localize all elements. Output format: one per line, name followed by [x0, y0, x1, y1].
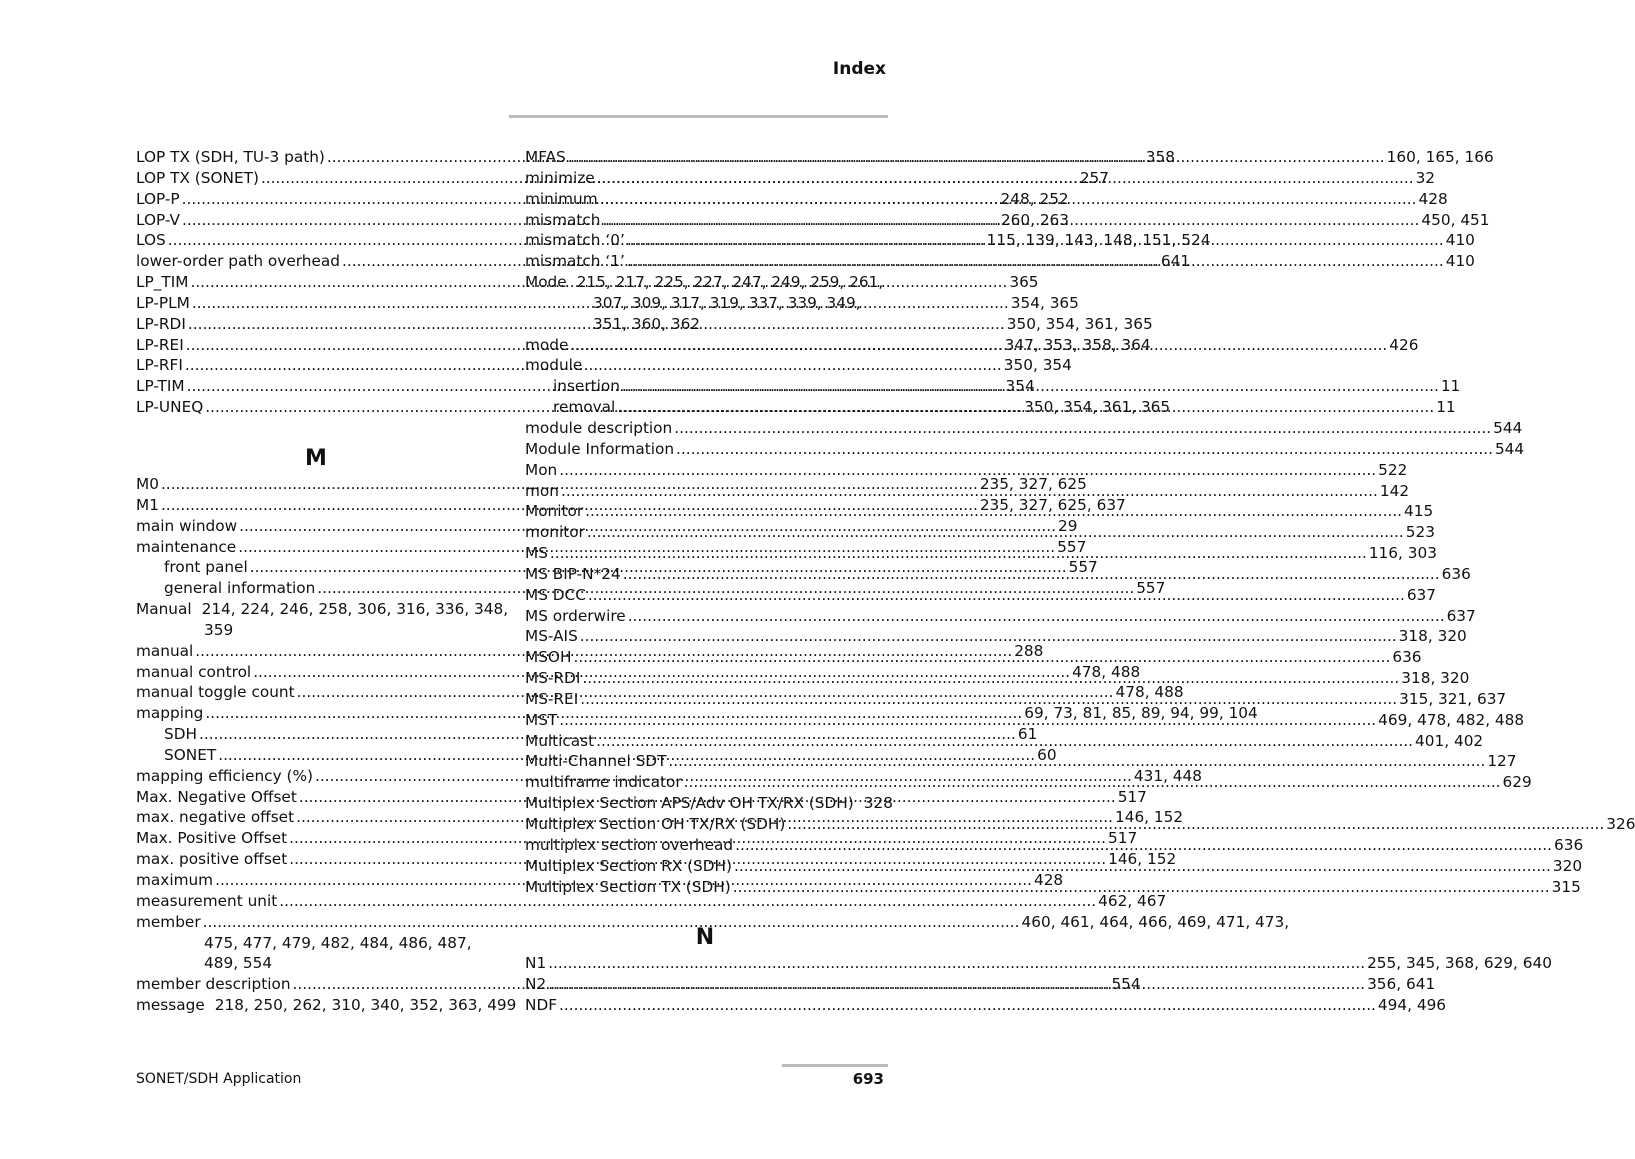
index-entry-term: general information: [164, 579, 316, 598]
index-entry-pages: 494, 496: [1377, 996, 1447, 1015]
index-entry-term: SDH: [164, 725, 197, 744]
index-entry-pages: 354, 365: [1010, 293, 1079, 312]
index-entry: [525, 953, 1552, 974]
index-entry-pages: 636: [1392, 648, 1422, 667]
index-entry-term: LP-RDI: [136, 314, 186, 333]
index-entry-term: manual: [136, 641, 194, 660]
dot-leader: [735, 835, 1552, 856]
index-entry-term: Monitor: [525, 502, 584, 521]
index-entry-pages: 60: [1037, 745, 1057, 764]
index-entry-term: manual control: [136, 662, 252, 681]
footer-document-title: SONET/SDH Application: [136, 1071, 302, 1087]
index-entry-term: Max. Positive Offset: [136, 829, 288, 848]
dot-leader: [587, 522, 1404, 543]
index-entry-pages: 260, 263: [1000, 210, 1070, 229]
index-entry-pages: 11: [1440, 377, 1461, 396]
index-entry-term: N1: [525, 954, 547, 973]
dot-leader: [550, 543, 1367, 564]
index-entry-term: Multicast: [525, 731, 595, 750]
index-entry-term: MFAS: [525, 148, 566, 166]
index-entry-term: monitor: [525, 523, 585, 542]
index-entry-pages: 517: [1117, 787, 1147, 806]
dot-leader: [787, 814, 1604, 835]
index-entry-term: NDF: [525, 996, 558, 1015]
index-entry-term: Multiplex Section OH TX/RX (SDH): [525, 815, 786, 833]
index-entry-pages: 557: [1057, 537, 1087, 556]
index-entry-pages: 641: [1160, 252, 1191, 271]
index-entry: [136, 891, 1167, 912]
index-entry-pages: 629: [1502, 773, 1532, 792]
footer-page-number: 693: [852, 1070, 884, 1088]
index-entry-pages: 115, 139, 143, 148, 151, 524: [986, 231, 1211, 250]
index-entry-pages: 347, 353, 358, 364: [1004, 335, 1151, 354]
index-entry-pages: 415: [1404, 502, 1434, 521]
index-entry-pages: 350, 354, 361, 365: [1006, 314, 1153, 333]
index-entry-pages: 69, 73, 81, 85, 89, 94, 99, 104: [1024, 704, 1258, 723]
index-entry-pages: 469, 478, 482, 488: [1378, 710, 1525, 729]
index-entry-term: LP-UNEQ: [136, 398, 204, 417]
dot-leader: [559, 710, 1376, 731]
dot-leader: [585, 501, 1402, 522]
index-entry-pages: 478, 488: [1115, 683, 1184, 702]
index-entry-term: mode: [525, 335, 569, 354]
index-entry-term: mapping efficiency (%): [136, 766, 313, 785]
index-entry-pages: 460, 461, 464, 466, 469, 471, 473,: [1021, 912, 1290, 931]
dot-leader: [734, 856, 1551, 877]
dot-leader: [617, 397, 1434, 418]
index-entry-pages: 428: [1418, 189, 1448, 208]
index-entry-term: multiframe indicator: [525, 773, 682, 792]
dot-leader: [733, 877, 1550, 898]
dot-leader: [668, 751, 1485, 772]
index-entry-term: MS-REI: [525, 689, 579, 708]
index-entry-pages: 248, 252: [1000, 189, 1069, 208]
dot-leader: [580, 626, 1397, 647]
index-entry-term: MS: [525, 544, 548, 563]
index-entry-pages: 142: [1379, 481, 1410, 500]
index-entry-term: Manual: [136, 600, 192, 619]
index-entry-term: M1: [136, 495, 159, 514]
index-entry-term: Max. Negative Offset: [136, 787, 297, 806]
index-entry-pages: 315: [1551, 877, 1581, 896]
index-entry-term: minimum: [525, 189, 598, 208]
index-entry-term: mismatch ‘0’: [525, 231, 625, 250]
index-entry-pages: 32: [1415, 168, 1436, 187]
footer-rule: [782, 1064, 888, 1067]
index-entry-term: LOP TX (SDH, TU-3 path): [136, 148, 325, 166]
index-entry-pages: 410: [1445, 231, 1475, 250]
index-entry-term: mapping: [136, 704, 204, 723]
index-entry-pages: 450, 451: [1421, 210, 1490, 229]
index-entry-term: LP-REI: [136, 335, 184, 354]
index-entry-term: removal: [553, 398, 616, 417]
index-entry-term: front panel: [164, 558, 248, 577]
index-entry-pages-continued: 475, 477, 479, 482, 484, 486, 487,: [204, 933, 472, 952]
index-entry-term: lower-order path overhead: [136, 252, 340, 271]
index-entry-term: MSOH: [525, 648, 572, 667]
index-entry-term: minimize: [525, 168, 595, 187]
index-entry-term: M0: [136, 474, 159, 493]
dot-leader: [674, 418, 1491, 439]
index-entry-pages: 61: [1017, 725, 1038, 744]
dot-leader: [684, 772, 1501, 793]
index-entry-pages: 350, 354: [1003, 356, 1072, 375]
index-entry-term: maximum: [136, 871, 214, 889]
index-entry-pages: 235, 327, 625, 637: [979, 495, 1126, 514]
dot-leader: [568, 147, 1385, 168]
index-entry-pages: 11: [1436, 398, 1456, 417]
dot-leader: [588, 585, 1405, 606]
index-entry-term: LOP TX (SONET): [136, 168, 259, 187]
index-entry: [525, 439, 1525, 460]
index-entry-term: LOP-P: [136, 189, 180, 208]
index-entry-term: Mon: [525, 460, 558, 479]
dot-leader: [596, 731, 1413, 752]
index-entry-pages: 160, 165, 166: [1386, 148, 1494, 166]
index-entry-pages: 401, 402: [1415, 731, 1484, 750]
index-entry-pages: 354: [1005, 377, 1035, 396]
index-entry: [525, 995, 1447, 1016]
index-entry-term: LP-TIM: [136, 377, 185, 396]
index-entry-pages: 215, 217, 225, 227, 247, 249, 259, 261,: [576, 273, 884, 292]
index-entry: [525, 793, 893, 814]
index-entry-term: message: [136, 996, 205, 1015]
dot-leader: [573, 647, 1390, 668]
dot-leader: [627, 251, 1444, 272]
index-entry-term: LP_TIM: [136, 273, 189, 292]
index-entry-term: mismatch ‘1’: [525, 252, 625, 271]
index-entry-term: MS DCC: [525, 585, 586, 604]
index-entry: [525, 606, 1476, 627]
index-entry-pages: 255, 345, 368, 629, 640: [1367, 954, 1552, 973]
index-entry-pages-continued: 351, 360, 362: [593, 314, 701, 333]
index-entry-pages: 146, 152: [1114, 808, 1184, 827]
index-entry-term: MS-AIS: [525, 627, 578, 646]
section-heading-n: N: [695, 925, 715, 951]
dot-leader: [623, 564, 1440, 585]
dot-leader: [582, 668, 1399, 689]
index-entry-term: MS BIP-N*24: [525, 564, 621, 583]
index-entry-pages: 356, 641: [1367, 975, 1436, 994]
index-entry-pages: 214, 224, 246, 258, 306, 316, 336, 348,: [201, 600, 509, 619]
index-entry: [525, 460, 1408, 481]
dot-leader: [559, 460, 1376, 481]
index-entry-pages: 146, 152: [1108, 850, 1177, 869]
dot-leader: [548, 953, 1365, 974]
page-header-title: Index: [832, 59, 886, 79]
index-entry-term: main window: [136, 516, 238, 535]
index-entry-pages: 365: [1009, 273, 1039, 292]
index-entry-term: MS-RDI: [525, 669, 581, 688]
index-entry-pages: 235, 327, 625: [979, 474, 1087, 493]
index-entry-term: Multiplex Section APS/Adv OH TX/RX (SDH): [525, 794, 854, 813]
dot-leader: [561, 481, 1378, 502]
index-entry-term: max. positive offset: [136, 850, 288, 869]
index-entry-term: maintenance: [136, 537, 237, 556]
index-entry: [136, 995, 517, 1016]
dot-leader: [676, 439, 1493, 460]
index-entry-pages: 326: [1606, 815, 1635, 833]
index-entry-term: manual toggle count: [136, 683, 295, 702]
index-entry-term: member: [136, 912, 201, 931]
index-entry-term: LP-RFI: [136, 356, 183, 375]
dot-leader: [603, 210, 1420, 231]
index-entry-pages: 318, 320: [1401, 669, 1470, 688]
section-heading-m: M: [305, 445, 327, 471]
index-entry-pages: 288: [1014, 641, 1044, 660]
index-entry: [525, 626, 1467, 647]
index-entry-pages: 554: [1111, 975, 1141, 994]
dot-leader: [628, 606, 1445, 627]
dot-leader: [597, 168, 1414, 189]
index-entry-term: member description: [136, 975, 291, 994]
index-entry-pages: 426: [1389, 335, 1419, 354]
index-entry-pages: 358: [1145, 148, 1175, 166]
dot-leader: [570, 335, 1387, 356]
index-entry-term: Multiplex Section RX (SDH): [525, 856, 733, 875]
index-entry-pages: 315, 321, 637: [1399, 689, 1507, 708]
index-entry-pages: 218, 250, 262, 310, 340, 352, 363, 499: [214, 996, 517, 1015]
index-entry-term: N2: [525, 975, 547, 994]
dot-leader: [622, 376, 1439, 397]
index-entry-pages: 557: [1068, 558, 1098, 577]
dot-leader: [580, 689, 1397, 710]
index-entry-term: LOP-V: [136, 210, 180, 229]
index-entry-pages: 544: [1494, 439, 1525, 458]
index-entry-pages: 410: [1445, 252, 1475, 271]
index-entry-term: mismatch: [525, 210, 601, 229]
index-entry-pages: 478, 488: [1072, 662, 1141, 681]
dot-leader: [627, 230, 1444, 251]
index-entry-term: Multi-Channel SDT: [525, 752, 667, 771]
index-entry-pages: 636: [1554, 835, 1584, 854]
index-entry-pages: 636: [1441, 564, 1471, 583]
dot-leader: [548, 974, 1365, 995]
index-entry-pages: 637: [1406, 585, 1437, 604]
header-rule: [509, 115, 888, 118]
index-entry-pages: 557: [1136, 579, 1166, 598]
index-entry-term: Multiplex Section TX (SDH): [525, 877, 731, 896]
index-entry: [136, 912, 1290, 933]
index-entry-term: module: [525, 356, 583, 375]
index-entry-pages: 431, 448: [1133, 766, 1202, 785]
index-entry-term: multiplex section overhead: [525, 835, 734, 854]
index-entry-pages-continued: 359: [204, 620, 234, 639]
index-entry: [136, 599, 509, 620]
index-entry-pages-continued: 307, 309, 317, 319, 337, 339, 349,: [593, 293, 861, 312]
index-entry-pages: 517: [1108, 829, 1138, 848]
index-entry-pages: 350, 354, 361, 365: [1024, 398, 1171, 417]
index-entry-term: LOS: [136, 231, 166, 250]
index-entry-term: module description: [525, 418, 673, 437]
index-entry-term: max. negative offset: [136, 808, 295, 827]
dot-leader: [600, 189, 1417, 210]
index-entry-pages: 462, 467: [1098, 891, 1167, 910]
index-entry-term: SONET: [164, 745, 217, 764]
index-entry-pages: 257: [1079, 168, 1110, 187]
index-entry-pages: 544: [1493, 418, 1523, 437]
index-entry-term: MS orderwire: [525, 606, 626, 625]
index-entry-term: LP-PLM: [136, 293, 190, 312]
dot-leader: [559, 995, 1376, 1016]
index-entry-pages: 127: [1487, 752, 1517, 771]
index-entry-pages: 428: [1033, 871, 1064, 889]
index-entry-pages: 328: [863, 794, 893, 813]
index-entry-pages: 318, 320: [1398, 627, 1467, 646]
index-entry: [525, 418, 1523, 439]
index-entry-term: MST: [525, 710, 558, 729]
index-entry-term: mon: [525, 481, 559, 500]
index-entry-pages: 116, 303: [1368, 544, 1437, 563]
index-entry-term: Mode: [525, 273, 567, 292]
index-entry: [525, 272, 885, 293]
index-entry-term: measurement unit: [136, 891, 278, 910]
index-entry-pages: 523: [1405, 523, 1435, 542]
index-entry-pages: 637: [1446, 606, 1476, 625]
index-entry-term: insertion: [553, 377, 620, 396]
index-entry-term: Module Information: [525, 439, 675, 458]
index-entry-pages: 320: [1552, 856, 1583, 875]
index-entry-pages: 29: [1058, 516, 1078, 535]
index-entry-pages: 522: [1378, 460, 1408, 479]
index-entry-pages-continued: 489, 554: [204, 954, 273, 973]
